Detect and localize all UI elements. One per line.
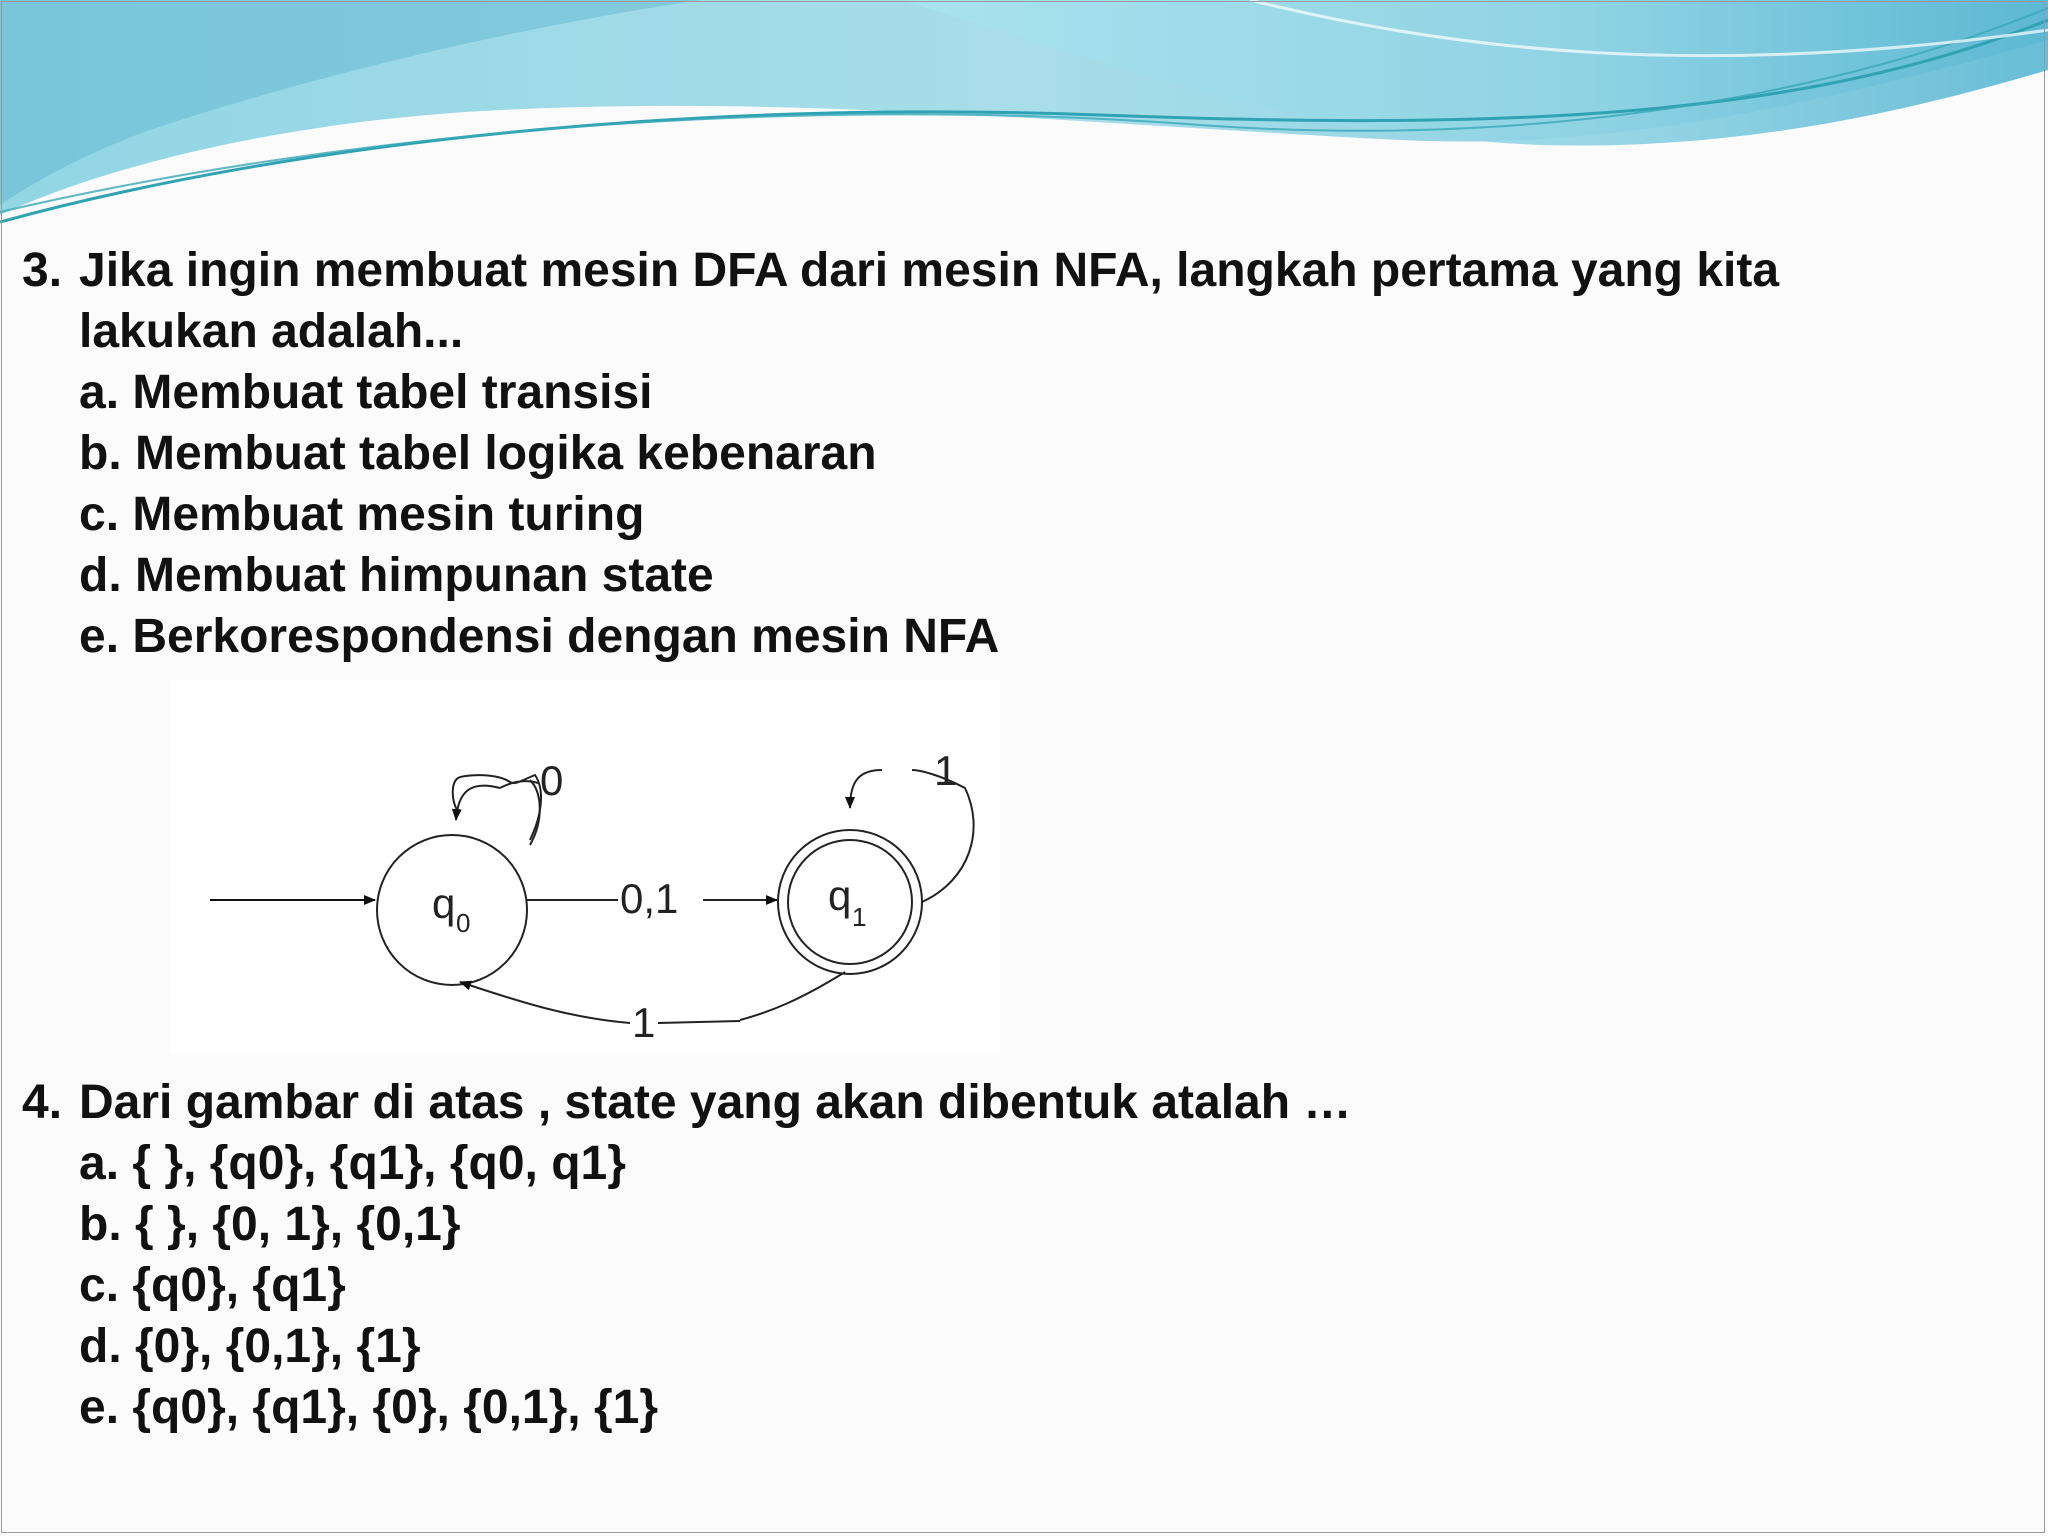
state-q0-label: q (432, 880, 456, 927)
state-q1-subscript: 1 (852, 902, 867, 932)
q0-to-q1-label: 0,1 (620, 875, 679, 922)
q0-self-loop-top (500, 781, 538, 788)
q1-to-q0-tick (658, 1021, 740, 1023)
q0-self-loop-label: 0 (540, 757, 564, 804)
q1-self-loop-curve (850, 770, 882, 808)
question-3-option-d: d. Membuat himpunan state (79, 549, 714, 602)
question-3-text: Jika ingin membuat mesin DFA dari mesin NFA, langkah pertama yang kita (79, 244, 1780, 297)
state-q0-subscript: 0 (456, 908, 471, 938)
question-4-option-d: d. {0}, {0,1}, {1} (79, 1320, 421, 1373)
question-3-option-b: b. Membuat tabel logika kebenaran (79, 427, 877, 480)
question-3-line-1 (22, 240, 1779, 301)
question-4-text: Dari gambar di atas , state yang akan dibentuk atalah … (79, 1076, 1352, 1129)
question-4-option-e: e. {q0}, {q1}, {0}, {0,1}, {1} (79, 1381, 658, 1434)
question-4-option-a: a. { }, {q0}, {q1}, {q0, q1} (79, 1137, 626, 1190)
q1-to-q0-curve-a (740, 972, 845, 1020)
question-3-text-continued: lakukan adalah... (79, 305, 464, 358)
q1-to-q0-label: 1 (632, 999, 656, 1046)
question-3-option-e: e. Berkorespondensi dengan mesin NFA (79, 610, 1000, 663)
nfa-diagram-svg (170, 680, 1000, 1055)
q1-self-loop-label: 1 (934, 747, 958, 794)
nfa-state-diagram (170, 680, 1000, 1055)
question-3-option-c: c. Membuat mesin turing (79, 488, 645, 541)
q1-to-q0-curve-b (460, 982, 630, 1023)
question-4-line-1 (22, 1072, 1351, 1133)
question-4-option-c: c. {q0}, {q1} (79, 1259, 346, 1312)
question-3 (22, 240, 1779, 667)
q0-self-loop (453, 775, 541, 840)
question-4-option-b: b. { }, {0, 1}, {0,1} (79, 1198, 461, 1251)
header-wave-decoration (0, 0, 2048, 240)
question-4 (22, 1072, 1351, 1438)
state-q1-label: q (828, 872, 852, 919)
q0-self-loop-curve (456, 786, 500, 820)
question-4-number: 4. (22, 1076, 63, 1129)
question-3-number: 3. (22, 244, 63, 297)
question-3-option-a: a. Membuat tabel transisi (79, 366, 653, 419)
